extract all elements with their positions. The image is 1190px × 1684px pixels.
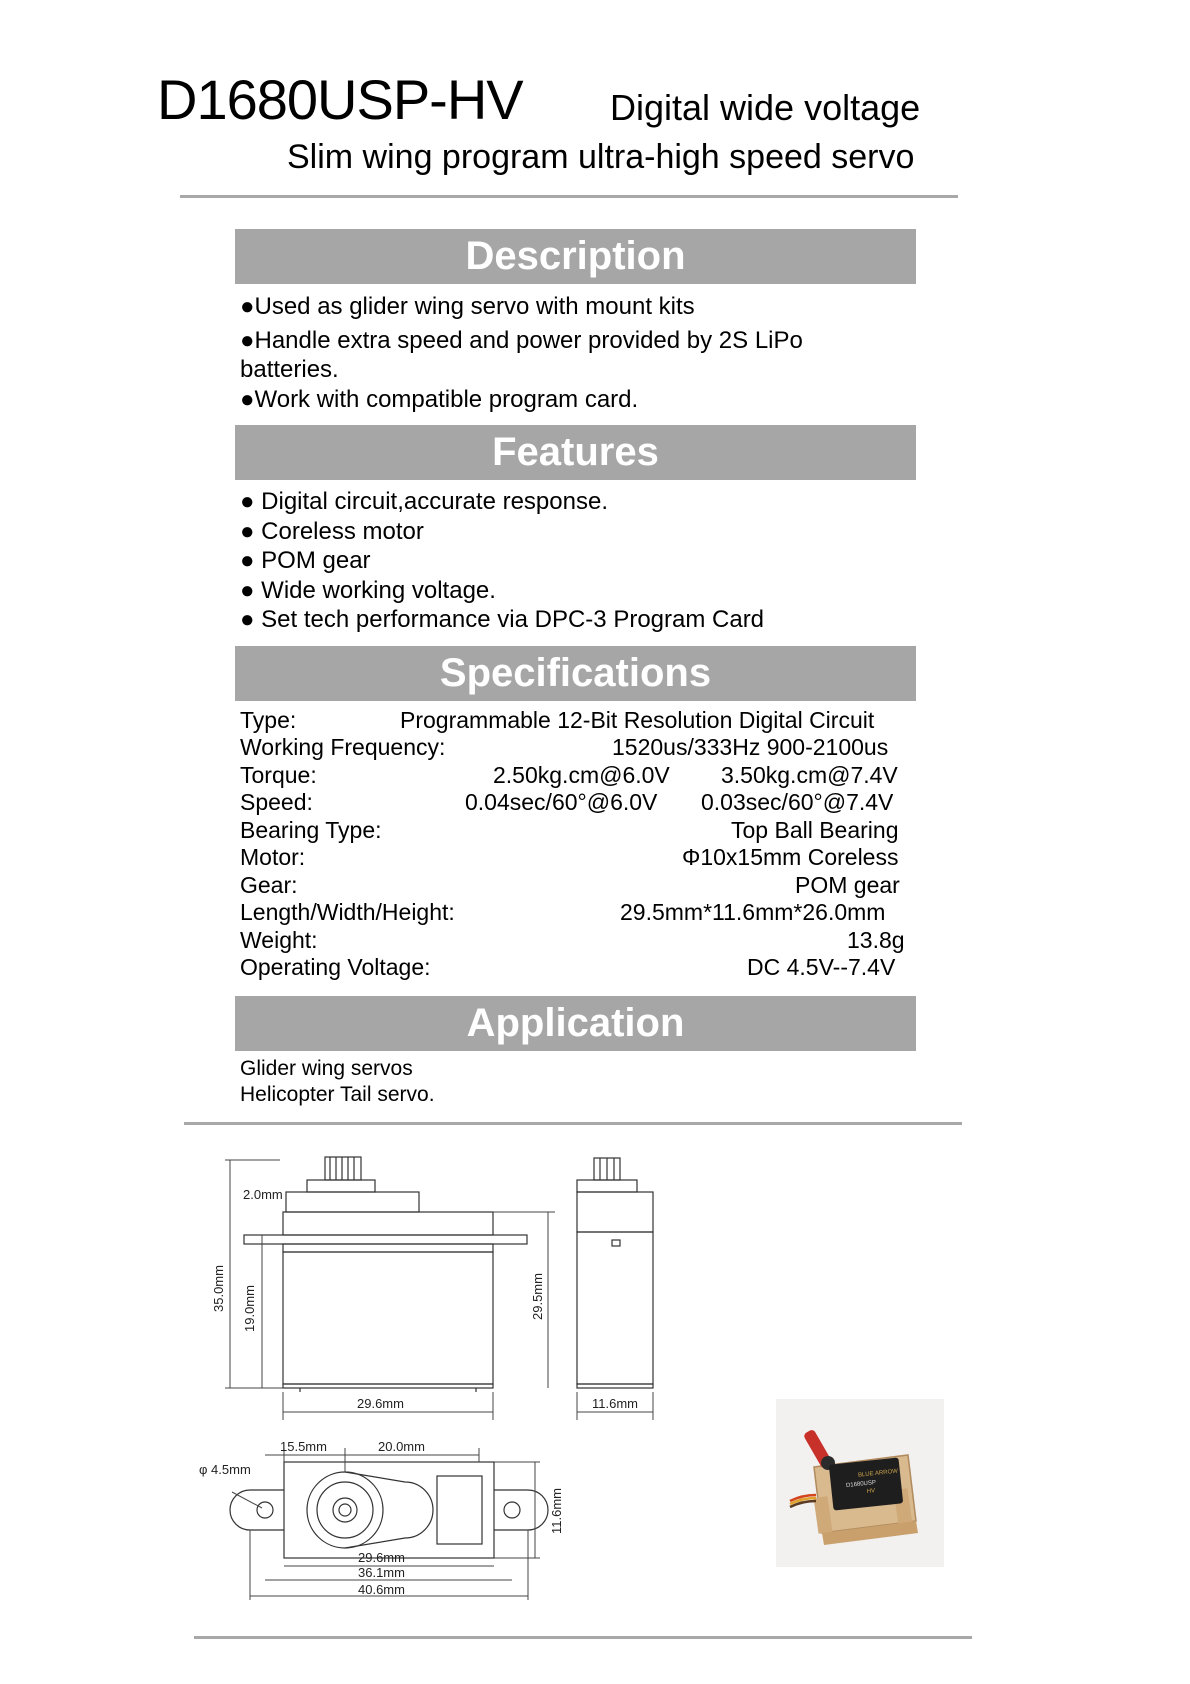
spec-label: Operating Voltage: bbox=[240, 954, 431, 980]
spec-value: POM gear bbox=[795, 872, 900, 898]
drawing-divider bbox=[184, 1122, 962, 1125]
footer-divider bbox=[194, 1636, 972, 1639]
dim-29-6mm-front: 29.6mm bbox=[357, 1396, 404, 1411]
dim-29-6mm-top: 29.6mm bbox=[358, 1550, 405, 1565]
product-photo-illustration bbox=[776, 1399, 944, 1567]
side-case-body bbox=[577, 1232, 653, 1384]
tagline-description: Slim wing program ultra-high speed servo bbox=[287, 138, 915, 176]
description-line: ●Work with compatible program card. bbox=[240, 386, 639, 413]
model-title: D1680USP-HV bbox=[157, 68, 523, 131]
spec-label: Length/Width/Height: bbox=[240, 899, 455, 925]
front-case-body bbox=[283, 1252, 493, 1384]
feature-item: ● Coreless motor bbox=[240, 518, 424, 545]
dim-15-5mm: 15.5mm bbox=[280, 1439, 327, 1454]
spec-label: Torque: bbox=[240, 762, 317, 788]
front-mounting-ears bbox=[244, 1235, 527, 1244]
spec-label: Gear: bbox=[240, 872, 298, 898]
spec-value: Φ10x15mm Coreless bbox=[682, 844, 899, 870]
dim-35-0mm: 35.0mm bbox=[211, 1265, 226, 1312]
spec-row-gear bbox=[240, 872, 917, 899]
product-photo bbox=[776, 1399, 944, 1567]
tagline-voltage: Digital wide voltage bbox=[610, 87, 921, 128]
spec-value: Top Ball Bearing bbox=[731, 817, 899, 843]
top-output-gear bbox=[307, 1472, 383, 1548]
spec-row-motor bbox=[240, 844, 917, 871]
dim-phi-4-5mm: φ 4.5mm bbox=[199, 1462, 251, 1477]
spec-label: Weight: bbox=[240, 927, 318, 953]
spec-label: Working Frequency: bbox=[240, 734, 446, 760]
dim-19-0mm: 19.0mm bbox=[242, 1285, 257, 1332]
feature-item: ● Digital circuit,accurate response. bbox=[240, 488, 608, 515]
header-divider bbox=[180, 195, 958, 198]
dim-36-1mm: 36.1mm bbox=[358, 1565, 405, 1580]
feature-item: ● POM gear bbox=[240, 547, 371, 574]
photo-model-text: D1680USP bbox=[845, 1479, 877, 1490]
spec-value: 13.8g bbox=[847, 927, 905, 953]
spec-row-voltage bbox=[240, 954, 917, 981]
photo-hv-text: HV bbox=[866, 1488, 876, 1495]
technical-drawing bbox=[190, 1140, 750, 1620]
side-case-top bbox=[577, 1192, 653, 1232]
spec-value-alt: 0.03sec/60°@7.4V bbox=[701, 789, 894, 815]
specifications-header: Specifications bbox=[235, 646, 916, 701]
spec-value: DC 4.5V--7.4V bbox=[747, 954, 896, 980]
spec-label: Bearing Type: bbox=[240, 817, 382, 843]
application-line: Glider wing servos bbox=[240, 1057, 413, 1080]
dim-20-0mm: 20.0mm bbox=[378, 1439, 425, 1454]
top-label-window bbox=[437, 1476, 482, 1544]
front-case-top bbox=[283, 1212, 493, 1235]
feature-item: ● Wide working voltage. bbox=[240, 577, 496, 604]
spec-label: Motor: bbox=[240, 844, 306, 870]
spec-value: 2.50kg.cm@6.0V bbox=[493, 762, 670, 788]
features-header: Features bbox=[235, 425, 916, 480]
spec-value: 29.5mm*11.6mm*26.0mm bbox=[620, 899, 886, 925]
dim-11-6mm-top: 11.6mm bbox=[549, 1488, 564, 1534]
description-line: ●Used as glider wing servo with mount kits bbox=[240, 293, 695, 320]
spec-value: Programmable 12-Bit Resolution Digital Circuit bbox=[400, 707, 875, 733]
dim-40-6mm: 40.6mm bbox=[358, 1582, 405, 1597]
spec-row-frequency bbox=[240, 734, 917, 761]
spec-value: 0.04sec/60°@6.0V bbox=[465, 789, 658, 815]
spec-row-bearing bbox=[240, 817, 917, 844]
spec-row-dimensions bbox=[240, 899, 917, 926]
application-header: Application bbox=[235, 996, 916, 1051]
application-line: Helicopter Tail servo. bbox=[240, 1083, 435, 1106]
spec-row-type bbox=[240, 707, 917, 734]
dim-2-0mm: 2.0mm bbox=[243, 1187, 283, 1202]
description-line: batteries. bbox=[240, 356, 339, 383]
spec-value: 1520us/333Hz 900-2100us bbox=[612, 734, 889, 760]
photo-brand-text: BLUE ARROW bbox=[857, 1468, 899, 1479]
spec-row-speed bbox=[240, 789, 917, 816]
description-line: ●Handle extra speed and power provided by 2S LiPo bbox=[240, 327, 803, 354]
dim-29-5mm: 29.5mm bbox=[530, 1273, 545, 1320]
spec-label: Type: bbox=[240, 707, 297, 733]
dim-11-6mm-side: 11.6mm bbox=[592, 1396, 638, 1411]
spec-row-torque bbox=[240, 762, 917, 789]
feature-item: ● Set tech performance via DPC-3 Program Card bbox=[240, 606, 765, 633]
spec-label: Speed: bbox=[240, 789, 313, 815]
spec-row-weight bbox=[240, 927, 917, 954]
description-header: Description bbox=[235, 229, 916, 284]
spec-value-alt: 3.50kg.cm@7.4V bbox=[721, 762, 898, 788]
